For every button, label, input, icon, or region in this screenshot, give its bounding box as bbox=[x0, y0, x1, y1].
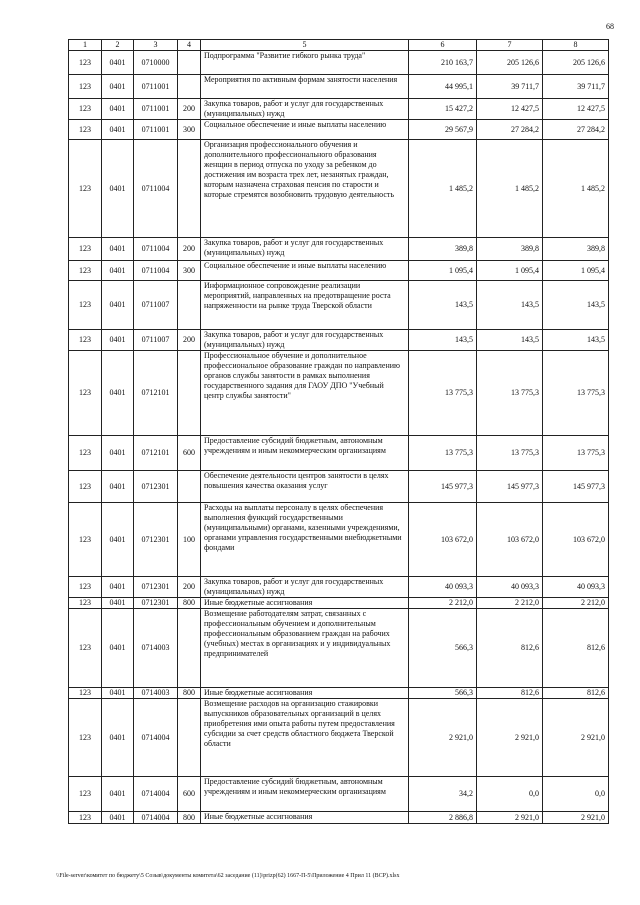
amount-col8-cell: 27 284,2 bbox=[543, 120, 609, 140]
expense-type-cell: 600 bbox=[178, 777, 201, 812]
admin-code-cell: 123 bbox=[69, 471, 102, 503]
expense-type-cell bbox=[178, 140, 201, 238]
target-article-cell: 0711007 bbox=[134, 330, 178, 351]
table-row bbox=[69, 699, 609, 777]
section-code-cell: 0401 bbox=[102, 51, 134, 75]
expense-type-cell: 200 bbox=[178, 99, 201, 120]
amount-col6-cell: 13 775,3 bbox=[409, 351, 477, 436]
amount-col7-cell: 812,6 bbox=[477, 688, 543, 699]
amount-col8-cell: 1 485,2 bbox=[543, 140, 609, 238]
amount-col7-cell: 2 921,0 bbox=[477, 812, 543, 824]
column-number: 3 bbox=[134, 40, 178, 51]
table-row bbox=[69, 688, 609, 699]
amount-col8-cell: 143,5 bbox=[543, 330, 609, 351]
admin-code-cell: 123 bbox=[69, 688, 102, 699]
section-code-cell: 0401 bbox=[102, 577, 134, 598]
table-row bbox=[69, 261, 609, 281]
target-article-cell: 0712301 bbox=[134, 598, 178, 609]
item-name-cell: Социальное обеспечение и иные выплаты населению bbox=[201, 261, 409, 281]
section-code-cell: 0401 bbox=[102, 75, 134, 99]
target-article-cell: 0714003 bbox=[134, 688, 178, 699]
section-code-cell: 0401 bbox=[102, 436, 134, 471]
amount-col6-cell: 566,3 bbox=[409, 609, 477, 688]
amount-col8-cell: 812,6 bbox=[543, 688, 609, 699]
admin-code-cell: 123 bbox=[69, 577, 102, 598]
expense-type-cell: 800 bbox=[178, 688, 201, 699]
amount-col6-cell: 2 886,8 bbox=[409, 812, 477, 824]
amount-col7-cell: 39 711,7 bbox=[477, 75, 543, 99]
expense-type-cell: 300 bbox=[178, 120, 201, 140]
amount-col8-cell: 103 672,0 bbox=[543, 503, 609, 577]
item-name-cell: Предоставление субсидий бюджетным, автономным учреждениям и иным некоммерческим организациям bbox=[201, 436, 409, 471]
target-article-cell: 0714003 bbox=[134, 609, 178, 688]
section-code-cell: 0401 bbox=[102, 238, 134, 261]
expense-type-cell bbox=[178, 51, 201, 75]
target-article-cell: 0712101 bbox=[134, 351, 178, 436]
amount-col7-cell: 1 095,4 bbox=[477, 261, 543, 281]
item-name-cell: Обеспечение деятельности центров занятости в целях повышения качества оказания услуг bbox=[201, 471, 409, 503]
amount-col6-cell: 40 093,3 bbox=[409, 577, 477, 598]
table-row bbox=[69, 51, 609, 75]
column-number: 8 bbox=[543, 40, 609, 51]
amount-col7-cell: 143,5 bbox=[477, 330, 543, 351]
table-row bbox=[69, 609, 609, 688]
amount-col6-cell: 103 672,0 bbox=[409, 503, 477, 577]
amount-col7-cell: 103 672,0 bbox=[477, 503, 543, 577]
amount-col8-cell: 2 921,0 bbox=[543, 699, 609, 777]
amount-col8-cell: 812,6 bbox=[543, 609, 609, 688]
item-name-cell: Мероприятия по активным формам занятости населения bbox=[201, 75, 409, 99]
item-name-cell: Расходы на выплаты персоналу в целях обеспечения выполнения функций государственными (муниципальными) органами, казенными учреждениями, органами управления государственными внебюджетными фондами bbox=[201, 503, 409, 577]
expense-type-cell bbox=[178, 75, 201, 99]
expense-type-cell bbox=[178, 471, 201, 503]
target-article-cell: 0714004 bbox=[134, 699, 178, 777]
item-name-cell: Возмещение расходов на организацию стажировки выпускников образовательных организаций в целях приобретения ими опыта работы путем предоставления субсидии за счет средств областного бюджета Тверской области bbox=[201, 699, 409, 777]
section-code-cell: 0401 bbox=[102, 99, 134, 120]
section-code-cell: 0401 bbox=[102, 688, 134, 699]
amount-col7-cell: 205 126,6 bbox=[477, 51, 543, 75]
amount-col6-cell: 143,5 bbox=[409, 281, 477, 330]
amount-col8-cell: 12 427,5 bbox=[543, 99, 609, 120]
table-row bbox=[69, 471, 609, 503]
column-number: 7 bbox=[477, 40, 543, 51]
admin-code-cell: 123 bbox=[69, 598, 102, 609]
table-row bbox=[69, 436, 609, 471]
section-code-cell: 0401 bbox=[102, 699, 134, 777]
amount-col7-cell: 12 427,5 bbox=[477, 99, 543, 120]
table-row bbox=[69, 598, 609, 609]
table-row bbox=[69, 238, 609, 261]
item-name-cell: Закупка товаров, работ и услуг для государственных (муниципальных) нужд bbox=[201, 99, 409, 120]
amount-col6-cell: 566,3 bbox=[409, 688, 477, 699]
item-name-cell: Закупка товаров, работ и услуг для государственных (муниципальных) нужд bbox=[201, 577, 409, 598]
expense-type-cell bbox=[178, 281, 201, 330]
expense-type-cell bbox=[178, 351, 201, 436]
admin-code-cell: 123 bbox=[69, 777, 102, 812]
amount-col8-cell: 2 212,0 bbox=[543, 598, 609, 609]
expense-type-cell: 600 bbox=[178, 436, 201, 471]
amount-col6-cell: 143,5 bbox=[409, 330, 477, 351]
item-name-cell: Подпрограмма "Развитие гибкого рынка труда" bbox=[201, 51, 409, 75]
target-article-cell: 0711004 bbox=[134, 261, 178, 281]
amount-col7-cell: 13 775,3 bbox=[477, 436, 543, 471]
amount-col6-cell: 1 095,4 bbox=[409, 261, 477, 281]
item-name-cell: Профессиональное обучение и дополнительное профессиональное образование граждан по направлению органов службы занятости в рамках выполнения государственного задания для ГАОУ ДПО "Учебный центр службы занятости" bbox=[201, 351, 409, 436]
section-code-cell: 0401 bbox=[102, 598, 134, 609]
budget-table bbox=[68, 39, 609, 824]
admin-code-cell: 123 bbox=[69, 99, 102, 120]
amount-col7-cell: 27 284,2 bbox=[477, 120, 543, 140]
item-name-cell: Иные бюджетные ассигнования bbox=[201, 598, 409, 609]
amount-col7-cell: 145 977,3 bbox=[477, 471, 543, 503]
target-article-cell: 0714004 bbox=[134, 812, 178, 824]
section-code-cell: 0401 bbox=[102, 471, 134, 503]
expense-type-cell: 100 bbox=[178, 503, 201, 577]
admin-code-cell: 123 bbox=[69, 503, 102, 577]
amount-col7-cell: 389,8 bbox=[477, 238, 543, 261]
amount-col6-cell: 13 775,3 bbox=[409, 436, 477, 471]
section-code-cell: 0401 bbox=[102, 609, 134, 688]
column-number-row bbox=[69, 40, 609, 51]
section-code-cell: 0401 bbox=[102, 140, 134, 238]
admin-code-cell: 123 bbox=[69, 75, 102, 99]
expense-type-cell bbox=[178, 699, 201, 777]
section-code-cell: 0401 bbox=[102, 281, 134, 330]
amount-col7-cell: 2 921,0 bbox=[477, 699, 543, 777]
item-name-cell: Иные бюджетные ассигнования bbox=[201, 812, 409, 824]
target-article-cell: 0711007 bbox=[134, 281, 178, 330]
amount-col8-cell: 143,5 bbox=[543, 281, 609, 330]
column-number: 1 bbox=[69, 40, 102, 51]
amount-col6-cell: 34,2 bbox=[409, 777, 477, 812]
expense-type-cell: 200 bbox=[178, 330, 201, 351]
admin-code-cell: 123 bbox=[69, 51, 102, 75]
item-name-cell: Социальное обеспечение и иные выплаты населению bbox=[201, 120, 409, 140]
amount-col8-cell: 2 921,0 bbox=[543, 812, 609, 824]
admin-code-cell: 123 bbox=[69, 281, 102, 330]
amount-col6-cell: 145 977,3 bbox=[409, 471, 477, 503]
column-number: 4 bbox=[178, 40, 201, 51]
amount-col8-cell: 39 711,7 bbox=[543, 75, 609, 99]
amount-col8-cell: 40 093,3 bbox=[543, 577, 609, 598]
amount-col8-cell: 0,0 bbox=[543, 777, 609, 812]
item-name-cell: Предоставление субсидий бюджетным, автономным учреждениям и иным некоммерческим организациям bbox=[201, 777, 409, 812]
table-row bbox=[69, 777, 609, 812]
item-name-cell: Организация профессионального обучения и дополнительного профессионального образования женщин в период отпуска по уходу за ребенком до достижения им возраста трех лет, незанятых граждан, которым назначена страховая пенсия по старости и которые стремятся возобновить трудовую деятельность bbox=[201, 140, 409, 238]
amount-col8-cell: 1 095,4 bbox=[543, 261, 609, 281]
table-row bbox=[69, 281, 609, 330]
expense-type-cell: 800 bbox=[178, 598, 201, 609]
table-row bbox=[69, 351, 609, 436]
expense-type-cell: 200 bbox=[178, 577, 201, 598]
amount-col8-cell: 13 775,3 bbox=[543, 351, 609, 436]
amount-col7-cell: 1 485,2 bbox=[477, 140, 543, 238]
page-number: 68 bbox=[606, 22, 614, 31]
amount-col6-cell: 2 921,0 bbox=[409, 699, 477, 777]
admin-code-cell: 123 bbox=[69, 351, 102, 436]
amount-col6-cell: 389,8 bbox=[409, 238, 477, 261]
table-row bbox=[69, 99, 609, 120]
table-row bbox=[69, 120, 609, 140]
amount-col6-cell: 44 995,1 bbox=[409, 75, 477, 99]
target-article-cell: 0710000 bbox=[134, 51, 178, 75]
expense-type-cell: 800 bbox=[178, 812, 201, 824]
amount-col7-cell: 40 093,3 bbox=[477, 577, 543, 598]
amount-col6-cell: 1 485,2 bbox=[409, 140, 477, 238]
target-article-cell: 0711001 bbox=[134, 120, 178, 140]
admin-code-cell: 123 bbox=[69, 238, 102, 261]
column-number: 6 bbox=[409, 40, 477, 51]
amount-col6-cell: 15 427,2 bbox=[409, 99, 477, 120]
table-row bbox=[69, 577, 609, 598]
target-article-cell: 0712301 bbox=[134, 577, 178, 598]
admin-code-cell: 123 bbox=[69, 120, 102, 140]
amount-col7-cell: 143,5 bbox=[477, 281, 543, 330]
target-article-cell: 0711004 bbox=[134, 140, 178, 238]
target-article-cell: 0711001 bbox=[134, 75, 178, 99]
section-code-cell: 0401 bbox=[102, 503, 134, 577]
section-code-cell: 0401 bbox=[102, 330, 134, 351]
section-code-cell: 0401 bbox=[102, 120, 134, 140]
amount-col8-cell: 389,8 bbox=[543, 238, 609, 261]
target-article-cell: 0712101 bbox=[134, 436, 178, 471]
admin-code-cell: 123 bbox=[69, 812, 102, 824]
table-body bbox=[69, 40, 609, 824]
amount-col8-cell: 145 977,3 bbox=[543, 471, 609, 503]
column-number: 5 bbox=[201, 40, 409, 51]
item-name-cell: Информационное сопровождение реализации мероприятий, направленных на предотвращение роста напряженности на рынке труда Тверской области bbox=[201, 281, 409, 330]
table-row bbox=[69, 75, 609, 99]
table-row bbox=[69, 812, 609, 824]
column-number: 2 bbox=[102, 40, 134, 51]
admin-code-cell: 123 bbox=[69, 140, 102, 238]
admin-code-cell: 123 bbox=[69, 261, 102, 281]
target-article-cell: 0714004 bbox=[134, 777, 178, 812]
amount-col7-cell: 0,0 bbox=[477, 777, 543, 812]
amount-col6-cell: 29 567,9 bbox=[409, 120, 477, 140]
section-code-cell: 0401 bbox=[102, 812, 134, 824]
amount-col7-cell: 812,6 bbox=[477, 609, 543, 688]
table-row bbox=[69, 503, 609, 577]
expense-type-cell: 300 bbox=[178, 261, 201, 281]
section-code-cell: 0401 bbox=[102, 777, 134, 812]
admin-code-cell: 123 bbox=[69, 330, 102, 351]
amount-col7-cell: 2 212,0 bbox=[477, 598, 543, 609]
table-row bbox=[69, 140, 609, 238]
amount-col8-cell: 13 775,3 bbox=[543, 436, 609, 471]
expense-type-cell bbox=[178, 609, 201, 688]
item-name-cell: Закупка товаров, работ и услуг для государственных (муниципальных) нужд bbox=[201, 238, 409, 261]
section-code-cell: 0401 bbox=[102, 351, 134, 436]
expense-type-cell: 200 bbox=[178, 238, 201, 261]
item-name-cell: Иные бюджетные ассигнования bbox=[201, 688, 409, 699]
admin-code-cell: 123 bbox=[69, 436, 102, 471]
amount-col8-cell: 205 126,6 bbox=[543, 51, 609, 75]
admin-code-cell: 123 bbox=[69, 699, 102, 777]
amount-col6-cell: 2 212,0 bbox=[409, 598, 477, 609]
item-name-cell: Закупка товаров, работ и услуг для государственных (муниципальных) нужд bbox=[201, 330, 409, 351]
section-code-cell: 0401 bbox=[102, 261, 134, 281]
item-name-cell: Возмещение работодателям затрат, связанных с профессиональным обучением и дополнительным профессиональным образованием граждан на рабочих (учебных) местах в организациях и у индивидуальных предпринимателей bbox=[201, 609, 409, 688]
amount-col6-cell: 210 163,7 bbox=[409, 51, 477, 75]
target-article-cell: 0712301 bbox=[134, 503, 178, 577]
amount-col7-cell: 13 775,3 bbox=[477, 351, 543, 436]
table-row bbox=[69, 330, 609, 351]
admin-code-cell: 123 bbox=[69, 609, 102, 688]
target-article-cell: 0712301 bbox=[134, 471, 178, 503]
file-path-footer: \\File-server\комитет по бюджету\5 Созыв\документы комитета\62 заседание (11)\prizp(62) 1667-П-5\Приложение 4 Прил 11 (ВСР).xlsx bbox=[56, 873, 400, 879]
target-article-cell: 0711004 bbox=[134, 238, 178, 261]
target-article-cell: 0711001 bbox=[134, 99, 178, 120]
